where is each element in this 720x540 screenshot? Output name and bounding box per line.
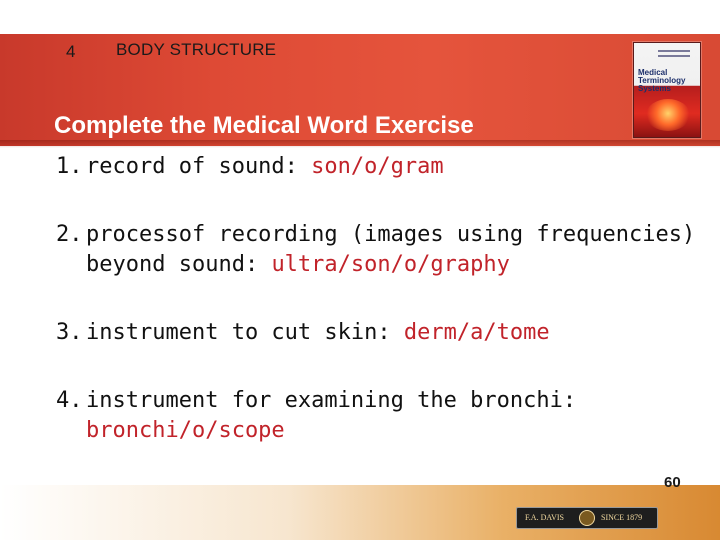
exercise-item (56, 220, 696, 280)
item-answer: bronchi/o/scope (86, 418, 285, 443)
item-number: 1. (56, 154, 83, 179)
book-cover-image (633, 42, 701, 138)
book-title-line: Terminology (638, 76, 686, 85)
item-prompt: instrument to cut skin: (86, 320, 404, 345)
publisher-since: SINCE 1879 (601, 513, 643, 522)
seal-icon (579, 510, 595, 526)
chapter-title: BODY STRUCTURE (116, 40, 277, 59)
header-shadow (0, 140, 720, 148)
item-answer: derm/a/tome (403, 320, 550, 345)
page-number: 60 (664, 474, 681, 491)
publisher-name: F.A. DAVIS (525, 513, 564, 522)
item-prompt: instrument for examining the bronchi: (86, 388, 577, 413)
book-cover-graphic (646, 99, 690, 131)
chapter-number: 4 (66, 42, 76, 61)
item-number: 4. (56, 388, 83, 413)
item-number: 2. (56, 222, 83, 247)
item-answer: son/o/gram (311, 154, 444, 179)
item-prompt: record of sound: (86, 154, 312, 179)
exercise-item (56, 152, 696, 182)
book-cover-authors (638, 47, 696, 67)
item-number: 3. (56, 320, 83, 345)
item-answer: ultra/son/o/graphy (271, 252, 510, 277)
exercise-item (56, 318, 696, 348)
exercise-list (56, 152, 696, 484)
item-prompt: processof recording (images using frequencies) beyond sound: (86, 222, 696, 277)
publisher-logo (516, 507, 658, 529)
slide-title: Complete the Medical Word Exercise (54, 112, 474, 139)
book-title-line: Systems (638, 84, 671, 93)
book-cover-title (638, 69, 698, 93)
exercise-item (56, 386, 696, 446)
book-title-line: Medical (638, 68, 668, 77)
